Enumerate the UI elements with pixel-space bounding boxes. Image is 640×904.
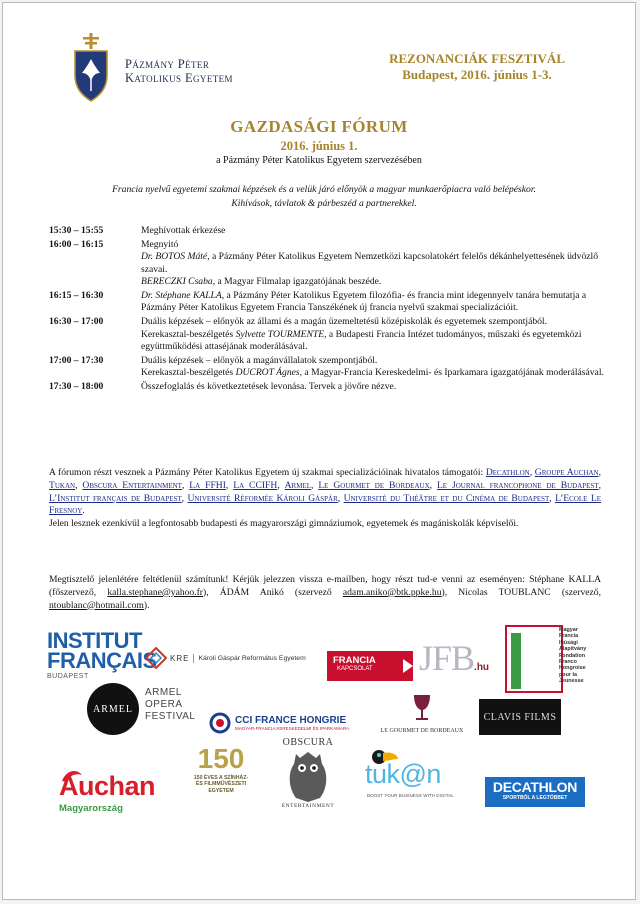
program-line: Kerekasztal-beszélgetés Sylvette TOURMENTE, a Budapesti Francia Intézet tudományos, műszaki és egyetemközi együttműködési attaséjának moderálásával.: [141, 328, 582, 352]
sponsor-link[interactable]: La FFHI: [189, 479, 226, 491]
speaker-name: Dr. Stéphane KALLA: [141, 290, 222, 302]
armel-festival-text: ARMEL OPERA FESTIVAL: [145, 687, 196, 722]
email-link-adam[interactable]: adam.aniko@btk.ppke.hu: [342, 586, 442, 598]
sponsor-list: Decathlon, Groupe Auchan, Tukan, Obscura Entertainment, La FFHI, La CCIFH, Armel, Le Gourmet de Bordeaux, Le Journal francophone de Budapest, L’Institut français de Budapest, Université Réformée Károli Gáspár, Université du Théâtre et du Cinéma de Budapest, L’Ecole Le Fresnoy.: [49, 467, 601, 517]
szfe-150-logo: 150 150 ÉVES A SZÍNHÁZ- ÉS FILMMŰVÉSZETI EGYETEM: [193, 743, 249, 794]
sponsor-link[interactable]: Le Journal francophone de Budapest: [436, 479, 599, 491]
program-time: 17:00 – 17:30: [49, 355, 104, 367]
ffhi-logo: Magyar Francia Ifjúsági Alapítvány Fondation Franco Hongroise pour la Jeunesse: [505, 625, 597, 693]
program-line: Meghívottak érkezése: [141, 225, 226, 236]
obscura-logo: OBSCURA ENTERTAINMENT: [281, 737, 335, 809]
sponsor-link[interactable]: Groupe Auchan: [534, 467, 599, 478]
sponsor-link[interactable]: Decathlon: [485, 467, 530, 478]
arrow-icon: [403, 659, 413, 673]
university-crest-icon: [69, 33, 113, 103]
auchan-logo: Auchan Magyarország: [59, 767, 177, 817]
tukan-logo: tuk@n BOOST YOUR BUSINESS WITH DIGITAL: [365, 747, 477, 807]
program-row: [49, 225, 605, 237]
sponsor-link[interactable]: Tukan: [49, 479, 76, 491]
university-name: Pázmány Péter Katolikus Egyetem: [125, 57, 233, 85]
program-row: [49, 239, 605, 288]
event-date: 2016. június 1.: [280, 139, 358, 153]
sponsor-link[interactable]: Université Réformée Károli Gáspár: [187, 492, 338, 504]
kre-logo: KRE Károli Gáspár Református Egyetem: [145, 643, 323, 673]
event-organizer: a Pázmány Péter Katolikus Egyetem szervezésében: [216, 155, 422, 166]
cci-emblem-icon: [209, 712, 231, 734]
cci-france-hongrie-logo: CCI FRANCE HONGRIE MAGYAR-FRANCIA KERESKEDELMI ÉS IPARKAMARA: [209, 709, 351, 737]
email-link-kalla[interactable]: kalla.stephane@yahoo.fr: [107, 586, 204, 598]
sponsors-paragraph: A fórumon részt vesznek a Pázmány Péter Katolikus Egyetem új szakmai specializációinak hivatalos támogatói: Decathlon, Groupe Auchan, Tukan, Obscura Entertainment, La FFHI, La CCIFH, Armel, Le Gourmet de Bordeaux, Le Journal francophone de Budapest, L’Institut français de Budapest, Université Réformée Károli Gáspár, Université du Théâtre et du Cinéma de Budapest, L’Ecole Le Fresnoy. Jelen lesznek ezenkívül a legfontosabb budapesti és magyarországi gimnáziumok, egyetemek és magániskolák képviselői.: [49, 467, 601, 530]
kre-diamond-icon: [145, 647, 167, 669]
program-line: BERECZKI Csaba, a Magyar Filmalap igazgatójának beszéde.: [141, 275, 382, 287]
sponsor-link[interactable]: L’Institut français de Budapest: [49, 492, 182, 504]
page-title: GAZDASÁGI FÓRUM: [230, 117, 408, 136]
festival-heading: [389, 51, 565, 83]
program-description: [141, 225, 605, 237]
program-description: [141, 239, 605, 288]
institut-francais-logo: INSTITUT FRANÇAIS BUDAPEST: [47, 628, 157, 680]
sponsor-link[interactable]: La CCIFH: [233, 479, 278, 491]
event-intro: Francia nyelvű egyetemi szakmai képzések és a velük járó előnyök a magyar munkaerőpiacra való belépéskor. Kihívások, távlatok & párbeszéd a partnerekkel.: [112, 184, 536, 209]
invitation-paragraph: Megtisztelő jelenlétére feltétlenül számítunk! Kérjük jelezzen vissza e-mailben, hogy részt tud-e venni az eseményen: Stéphane KALLA (főszervező, kalla.stephane@yahoo.fr), ÁDÁM Anikó (szervező adam.aniko@btk.ppke.hu), Nicolas TOUBLANC (szervező, ntoublanc@hotmail.com).: [49, 574, 601, 611]
program-line: Duális képzések – előnyök az állami és a magán üzemeltetésű középiskolák és egyetemek szempontjából.: [141, 316, 547, 328]
program-description: [141, 381, 605, 393]
sponsor-link[interactable]: Université du Théâtre et du Cinéma de Budapest: [343, 492, 550, 504]
email-link-toublanc[interactable]: ntoublanc@hotmail.com: [49, 599, 144, 611]
program-time: 15:30 – 15:55: [49, 225, 104, 236]
program-schedule: [49, 225, 605, 394]
festival-name: REZONANCIÁK FESZTIVÁL: [389, 51, 565, 66]
program-time: 16:30 – 17:00: [49, 316, 104, 328]
program-row: [49, 290, 605, 314]
program-row: [49, 316, 605, 353]
document-page: [2, 2, 636, 900]
francia-kapcsolat-logo: FRANCIA KAPCSOLAT: [327, 651, 413, 681]
speaker-name: Dr. BOTOS Máté: [141, 251, 208, 263]
jfb-logo: JFB.hu: [419, 638, 490, 678]
program-description: [141, 355, 605, 379]
program-time: 16:00 – 16:15: [49, 239, 104, 251]
gourmet-de-bordeaux-logo: LE GOURMET DE BORDEAUX: [369, 693, 475, 739]
owl-icon: [286, 748, 330, 804]
program-line: Dr. Stéphane KALLA, a Pázmány Péter Katolikus Egyetem filozófia- és francia mint idegennyelv tanára bemutatja a Pázmány Péter Katolikus Egyetem Francia Tanszékének új francia nyelvű szakmai specializációit.: [141, 290, 587, 314]
armel-circle-logo: ARMEL: [87, 683, 139, 735]
program-line: Megnyitó: [141, 239, 179, 251]
sponsor-link[interactable]: Obscura Entertainment: [82, 479, 182, 491]
speaker-name: DUCROT Ágnes: [235, 367, 300, 379]
decathlon-logo: DECATHLON SPORTBÓL A LEGTÖBBET: [485, 777, 585, 807]
festival-date: Budapest, 2016. június 1-3.: [402, 67, 552, 82]
program-time: 16:15 – 16:30: [49, 290, 104, 302]
wine-glass-icon: [409, 693, 435, 723]
clavis-films-logo: CLAVIS FILMS: [479, 699, 561, 735]
program-line: Összefoglalás és következtetések levonása. Tervek a jövőre nézve.: [141, 381, 397, 393]
speaker-name: BERECZKI Csaba: [141, 275, 213, 287]
program-line: Kerekasztal-beszélgetés DUCROT Ágnes, a Magyar-Francia Kereskedelmi- és Iparkamara igazgatójának moderálásával.: [141, 367, 604, 379]
speaker-name: Sylvette TOURMENTE: [235, 328, 325, 340]
program-line: Dr. BOTOS Máté, a Pázmány Péter Katolikus Egyetem Nemzetközi kapcsolatokért felelős dékánhelyettesének üdvözlő szavai.: [141, 251, 598, 275]
sponsor-link[interactable]: L’Ecole Le Fresnoy: [49, 492, 601, 517]
sponsor-link[interactable]: Le Gourmet de Bordeaux: [318, 479, 430, 491]
program-row: [49, 381, 605, 393]
sponsor-link[interactable]: Armel: [284, 479, 311, 491]
program-line: Duális képzések – előnyök a magánvállalatok szempontjából.: [141, 355, 378, 367]
program-time: 17:30 – 18:00: [49, 381, 104, 393]
program-description: [141, 316, 605, 353]
program-row: [49, 355, 605, 379]
program-description: [141, 290, 605, 314]
